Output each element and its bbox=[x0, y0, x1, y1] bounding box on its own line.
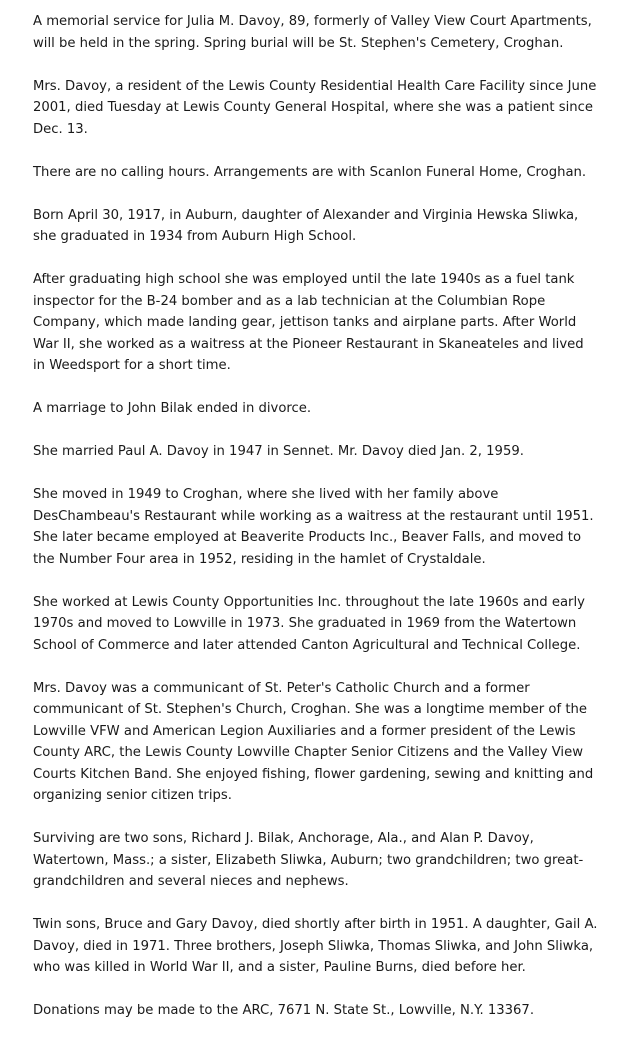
paragraph-community: Mrs. Davoy was a communicant of St. Peter's Catholic Church and a former communicant of St. Stephen's Church, Croghan. She was a longtime member of the Lowville VFW and American Legion Auxiliaries and a former president of the Lewis County ARC, the Lewis County Lowville Chapter Senior Citizens and the Valley View Courts Kitchen Band. She enjoyed fishing, flower gardening, sewing and knitting and organizing senior citizen trips. bbox=[33, 680, 594, 803]
paragraph-memorial-service: A memorial service for Julia M. Davoy, 89, formerly of Valley View Court Apartments, will be held in the spring. Spring burial will be St. Stephen's Cemetery, Croghan. bbox=[33, 14, 592, 51]
paragraph-residence-death: Mrs. Davoy, a resident of the Lewis County Residential Health Care Facility since June 2001, died Tuesday at Lewis County General Hospital, where she was a patient since Dec. 13. bbox=[33, 78, 597, 137]
paragraph-lowville-years: She worked at Lewis County Opportunities Inc. throughout the late 1960s and early 1970s and moved to Lowville in 1973. She graduated in 1969 from the Watertown School of Commerce and later attended Canton Agricultural and Technical College. bbox=[33, 594, 585, 653]
paragraph-donations: Donations may be made to the ARC, 7671 N. State St., Lowville, N.Y. 13367. bbox=[33, 1003, 535, 1018]
paragraph-croghan-years: She moved in 1949 to Croghan, where she lived with her family above DesChambeau's Restaurant while working as a waitress at the restaurant until 1951. She later became employed at Beaverite Products Inc., Beaver Falls, and moved to the Number Four area in 1952, residing in the hamlet of Crystaldale. bbox=[33, 487, 594, 567]
paragraph-early-career: After graduating high school she was employed until the late 1940s as a fuel tank inspector for the B-24 bomber and as a lab technician at the Columbian Rope Company, which made landing gear, jettison tanks and airplane parts. After World War II, she worked as a waitress at the Pioneer Restaurant in Skaneateles and lived in Weedsport for a short time. bbox=[33, 272, 584, 373]
paragraph-first-marriage: A marriage to John Bilak ended in divorce. bbox=[33, 401, 312, 416]
obituary-article bbox=[33, 11, 598, 1022]
paragraph-second-marriage: She married Paul A. Davoy in 1947 in Sennet. Mr. Davoy died Jan. 2, 1959. bbox=[33, 444, 524, 459]
paragraph-birth: Born April 30, 1917, in Auburn, daughter of Alexander and Virginia Hewska Sliwka, she graduated in 1934 from Auburn High School. bbox=[33, 207, 579, 244]
paragraph-predeceased: Twin sons, Bruce and Gary Davoy, died shortly after birth in 1951. A daughter, Gail A. Davoy, died in 1971. Three brothers, Joseph Sliwka, Thomas Sliwka, and John Sliwka, who was killed in World War II, and a sister, Pauline Burns, died before her. bbox=[33, 917, 598, 975]
paragraph-survivors: Surviving are two sons, Richard J. Bilak, Anchorage, Ala., and Alan P. Davoy, Watertown, Mass.; a sister, Elizabeth Sliwka, Auburn; two grandchildren; two great-grandchildren and several nieces and nephews. bbox=[33, 831, 584, 889]
paragraph-arrangements: There are no calling hours. Arrangements are with Scanlon Funeral Home, Croghan. bbox=[33, 164, 587, 180]
